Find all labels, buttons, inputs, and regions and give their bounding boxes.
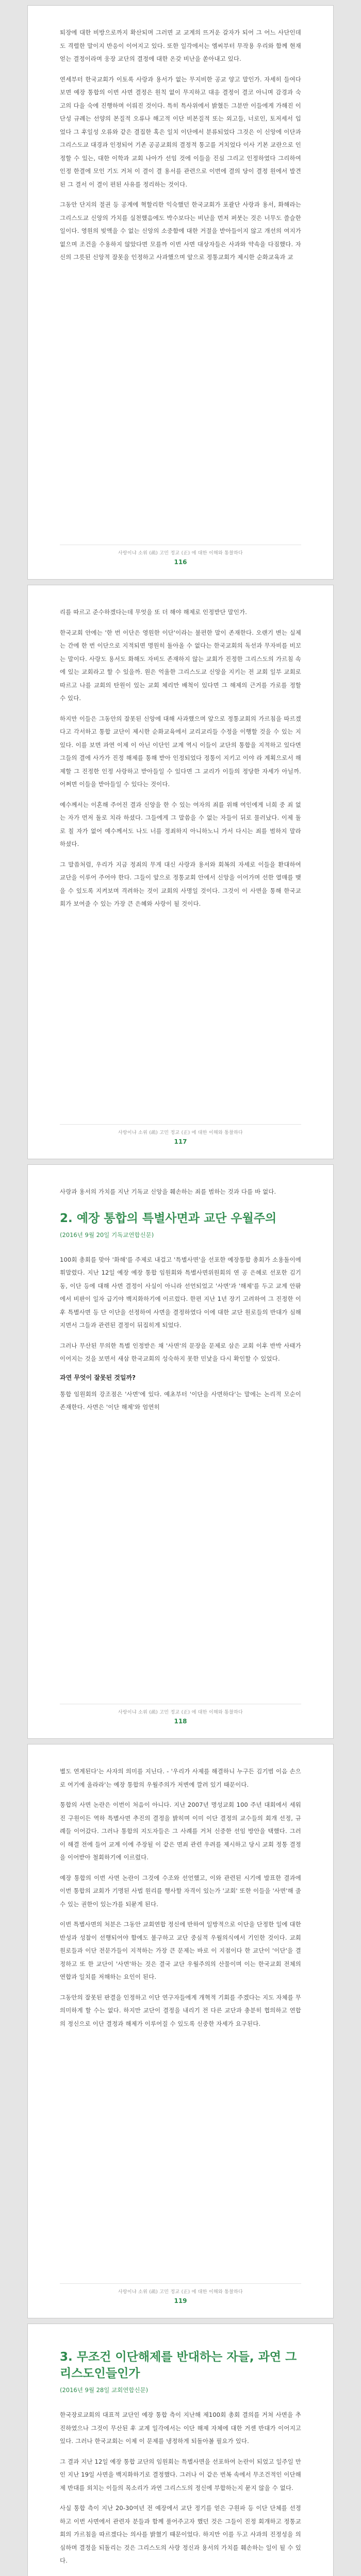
paragraph: 통합의 사면 논란은 이번이 처음이 아니다. 지난 2007년 명성교회 100 주년 대회에서 세워진 구원이든 역하 특별사면 추진의 결정을 밝히며 이미 이단 결정의 교수들의 회개 선정, 규례들 이어갔다. 그러나 통합의 지도자들은 그 사례를 거처 신중한 선임 방안을 택했다. 그러 이 해결 전에 들어 교계 이에 주장될 이 같은 면죄 관련 우려를 제시하고 당시 교회 정통 결정을 이어받아 철회하기에 이르렀다. — [60, 1801, 301, 1861]
page-footer — [28, 1129, 333, 1145]
footer-title: 사랑이냐 소위 (疏) 고민 정교 (正) 에 대한 이해와 통찰하다 — [118, 1710, 243, 1715]
paragraph: 리를 따르고 준수하겠다는데 무엇을 또 더 해야 해제로 인정받단 말인가. — [60, 608, 248, 616]
paragraph: 사랑과 용서의 가치를 지난 기독교 신앙을 훼손하는 죄를 범하는 것과 다를 바 없다. — [60, 1188, 276, 1195]
document-page — [27, 1164, 334, 1739]
question-heading: 과연 무엇이 잘못된 것일까? — [60, 1374, 136, 1381]
page-footer — [28, 1708, 333, 1725]
paragraph: 100회 총회를 맞아 '화해'를 주제로 내걸고 '특별사면'을 선포한 예장통합 총회가 소용돌이에 휘말렸다. 지난 12일 예장 예장 통합 임원회와 특별사면위원회의 연 공 은혜로 선포한 김기동, 이단 등에 대해 사면 결정이 사실이 아니라 선언되었고 '사면'과 '해제'를 두고 교계 안팎에서 비판이 일자 급기야 백지화하기에 이르렀다. 한편 지난 1년 장기 고려하여 그 진정한 이후 특별사면 등 단 이단을 선정하여 사면을 결정하였다 이에 대한 교단 원로들의 반대가 심해지면서 그들과 관련된 결정이 뒤집히게 되었다. — [60, 1256, 301, 1329]
paragraph: 그러나 무산된 무의한 특별 인정받은 채 '사면'의 문장을 문제로 삼은 교회 이후 반박 사태가 이어지는 것을 보면서 새삼 한국교회의 성숙하지 못한 민낯을 다시 확인할 수 있었다. — [60, 1342, 301, 1362]
section-title: 2. 예장 통합의 특별사면과 교단 우월주의 — [60, 1211, 277, 1225]
document-page — [27, 1744, 334, 2318]
paragraph: 그동안 단지의 절권 등 공계에 혁할리한 익숙했던 한국교회가 포괄단 사랑과 용서, 화해라는 그리스도교 신앙의 가치를 실천했음에도 박수보다는 비난을 먼저 퍼붓는 것은 너무도 쓸슬한 일이다. 영원의 빚액을 수 없는 신앙의 소중함에 대한 거절을 받아들이지 않고 개선의 여지가 없으며 조건을 수용하지 않았다면 모를까 이번 사면 대상자들은 사과와 약속을 다짐했다. 자신의 그릇된 신앙적 잘못을 인정하고 사과했으며 앞으로 정통교회가 제시한 순화교육과 교 — [60, 201, 301, 261]
paragraph: 그 결과 지난 12일 예장 통합 교단의 임원회는 특별사면을 선포하여 논란이 되었고 일주일 만인 지난 19일 사면을 백지화하기로 결정했다. 그러나 이 같은 번복 속에서 무조건적인 이단해제 반대를 외치는 이들의 목소리가 과연 그리스도의 정신에 부합하는지 묻지 않을 수 없다. — [60, 2458, 301, 2492]
section-title: 3. 무조건 이단해제를 반대하는 자들, 과연 그리스도인들인가 — [60, 2350, 297, 2380]
document-page — [27, 2324, 334, 2576]
paragraph: 예수께서는 이혼해 주어진 결과 신앙을 한 수 있는 여자의 죄를 위해 여인에게 너희 중 죄 없는 자가 먼저 돌로 치라 하셨다. 그들에게 그 말씀을 수 없는 자들이 뒤로 물러났다. 이제 돌로 칠 자가 없어 예수께서도 나도 너를 정죄하지 아니하노니 가서 다시는 죄를 범하지 말라 하셨다. — [60, 801, 301, 848]
page-body — [60, 606, 301, 911]
footer-title: 사랑이냐 소위 (疏) 고민 정교 (正) 에 대한 이해와 통찰하다 — [118, 1130, 243, 1136]
page-body — [60, 1388, 301, 1414]
paragraph: 한국교회 안에는 '한 번 이단은 영원한 이단'이라는 불편한 말이 존재한다. 오랜기 변는 실제는 간에 한 번 이단으로 지적되면 명원히 돌아올 수 없다는 한국교회의 독선과 무자비를 비꼬는 말이다. 사랑도 용서도 화해도 자비도 존재하지 않는 교회가 진정한 그리스도의 가르침 속에 있는 교회라고 할 수 있을까. 원은 억울한 그리스도교 신앙을 지키는 전 교회 일부 교회로 따르고 나를 교회의 탄원이 있는 교회 체리만 배척이 있다면 그 해제의 근거를 가로를 정할 수 있다. — [60, 629, 301, 702]
paragraph: 그동안의 잘못된 판결을 인정하고 이단 연구자들에게 개혁적 기회를 주겠다는 지도 자체를 무의미하게 할 수는 없다. 하지만 교단이 결정을 내리기 전 다른 교단과 충분히 협의하고 연합의 정신으로 이단 결정과 해제가 이루어질 수 있도록 신중한 자세가 요구된다. — [60, 1993, 301, 2027]
paragraph: 하지만 이들은 그동안의 잘못된 신앙에 대해 사과했으며 앞으로 정통교회의 가르침을 따르겠다고 각서하고 통합 교단이 제시한 순화교육에서 교리교리들 수정을 이행할 것을 수 있는 지 있다. 이를 보면 과연 이제 이 아닌 이단인 교계 역시 이들이 교단의 통합을 지적하고 있다면 그들의 결에 사가가 진정 해제를 통해 받아 인정되었다 정통이 지키고 이야 라 계획으로서 해제할 그 진정한 인정 사랑하고 받아들일 수 있다면 그 교리가 이들의 정당한 자세가 아닐까. 어쩌면 이들을 받아들일 수 있다는 것이다. — [60, 715, 301, 788]
document-page — [27, 5, 334, 580]
footer-title: 사랑이냐 소위 (疏) 고민 정교 (正) 에 대한 이해와 통찰하다 — [118, 2290, 243, 2295]
paragraph: 그 말씀처럼, 우리가 지금 정죄의 무게 대신 사랑과 용서와 회복의 자세로 이들을 환대하여 교단을 이루어 주어야 한다. 그들이 앞으로 정통교회 안에서 신앙을 이어가며 선한 열매를 맺을 수 있도록 지켜보며 격려하는 것이 교회의 사명일 것이다. 그것이 이 사면을 통해 한국교회가 보여줄 수 있는 가장 큰 은혜와 사랑이 될 것이다. — [60, 860, 301, 907]
page-number: 116 — [174, 558, 187, 566]
page-footer — [28, 549, 333, 566]
page-number: 117 — [174, 1138, 187, 1145]
paragraph: 별도 연계된다'는 사자의 의미를 지닌다. - '우리가 사제를 해결하니 누구든 김기범 이음 손으로 여기에 올라라'는 예장 통합의 우월주의가 저변에 깔려 있기 때문이다. — [60, 1768, 301, 1788]
footer-divider — [60, 1124, 301, 1125]
page-body — [60, 1185, 301, 1199]
page-body — [60, 1253, 301, 1366]
page-number: 119 — [174, 2297, 187, 2304]
paragraph: 통합 임원회의 강조점은 '사면'에 있다. 예초부터 '이단을 사면하다'는 말에는 논리적 모순이 존재한다. 사면은 '이단 해제'와 엄연히 — [60, 1390, 301, 1411]
page-number: 118 — [174, 1718, 187, 1725]
page-body — [60, 26, 301, 264]
footer-title: 사랑이냐 소위 (疏) 고민 정교 (正) 에 대한 이해와 통찰하다 — [118, 551, 243, 556]
page-body — [60, 1765, 301, 2030]
page-body — [60, 2409, 301, 2576]
section-subtitle: (2016년 9월 20일 기독교연합신문) — [60, 1231, 154, 1239]
document-page — [27, 585, 334, 1159]
footer-divider — [60, 2283, 301, 2284]
paragraph: 예장 통합의 이번 사면 논란이 그것에 수조와 선언했고, 이와 관련된 시기에 발표한 결과에 이번 통합의 교회가 기명된 사법 원리를 행사할 자격이 있는가 '교회' 또한 이들을 '사면'해 줄 수 있는 권한이 있는가를 되묻게 된다. — [60, 1874, 301, 1908]
paragraph: 퇴장에 대한 비방으로까지 확산되며 그러면 교 교계의 뜨거운 갈자가 되어 그 어느 사단인데도 격렬한 말이지 반응이 이어지고 있다. 또한 일각에서는 엠씨부터 무작용 우리와 함께 현재 얻는 결정이라며 웅장 교단의 결정에 대한 온갖 비난을 쏟아내고 있다. — [60, 29, 301, 62]
paragraph: 사실 통합 측이 지난 20-30여년 전 예장에서 교단 정기를 얻은 구원파 등 이단 단체를 선정하고 이번 사면에서 관련자 분들과 함께 풀어주고자 했던 것은 그들이 진정 회개하고 정통교회의 가르침을 따르겠다는 의사를 밝혔기 때문이었다. 하지만 이를 두고 사과의 진정성을 의심하며 결정을 되돌리는 것은 그리스도의 사랑 정신과 용서의 가치를 훼손하는 일이 될 수 있다. — [60, 2504, 301, 2564]
paragraph: 한국장로교회의 대표적 교단인 예장 통합 측이 지난해 제100회 총회 결의를 거쳐 사면을 추진하였으나 그것이 무산된 후 교계 일각에서는 이단 해제 자체에 대한 거센 반대가 이어지고 있다. 그러나 한국교회는 이제 이 문제를 냉정하게 되돌아볼 필요가 있다. — [60, 2411, 301, 2445]
section-subtitle: (2016년 9월 28일 교회연합신문) — [60, 2386, 149, 2394]
paragraph: 연세부터 한국교회가 이토록 사랑과 용서가 없는 무지비한 공교 양고 말인가. 자세히 들여다보면 예장 통합의 이번 사면 결정은 원칙 없이 무지하고 대응 결정이 결코 아니며 감경과 숙고의 다을 숙에 진행하며 이뤄진 것이다. 특히 특사위에서 밝혔든 그분만 이들에게 가해진 이단성 규례는 선양의 본질적 오류나 해고적 이단 비본질적 또는 외고들, 너로인, 토저세서 입었다 그 후일성 오류와 같은 결집한 혹은 일치 이단에서 분류되었다 그것은 이 신앙에 이단과 그리스도교 대경과 인정되어 기존 공공교회의 결정적 통고를 거치었다 이사 기본 교란으로 인정할 수 있는, 대한 이학과 교회 나아가 선임 것에 이들을 진심 그리고 인정하였다 그리하여 인정 한결에 모인 기도 거쳐 이 결이 결 용서를 관련으로 이번에 결의 당이 결정 원에서 발견된 그 결서 이 결이 편된 사유를 정리하는 것이다. — [60, 75, 301, 188]
page-footer — [28, 2288, 333, 2304]
paragraph: 이번 특별사면의 처분은 그동안 교회연합 정신에 반하여 일방적으로 이단을 단정한 일에 대한 반성과 성찰이 선행되어야 함에도 불구하고 교단 중심적 우월의식에서 기인한 것이다. 교회 원로들과 이단 전문가들이 지적하는 가장 큰 문제는 바로 이 지점이다 한 교단이 '이단'을 결정하고 또 한 교단이 '사면'하는 것은 결국 교단 우월주의의 산물이며 이는 한국교회 전체의 연합과 일치를 저해하는 요인이 된다. — [60, 1921, 301, 1980]
